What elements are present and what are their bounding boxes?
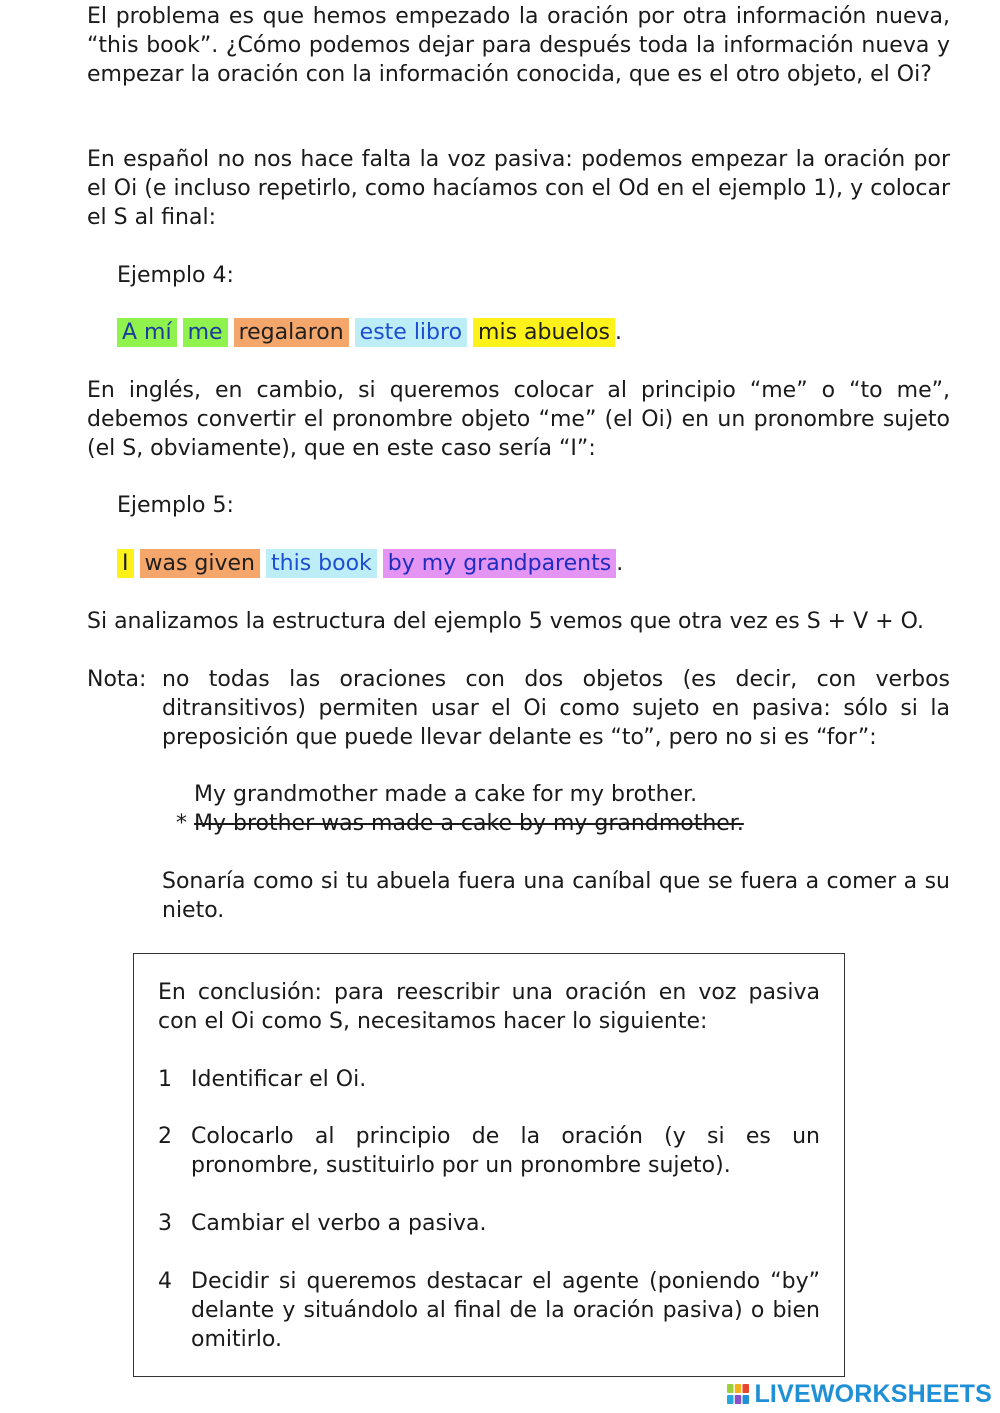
step-text: Colocarlo al principio de la oración (y si es un pronombre, sustituirlo por un pronombre sujeto). <box>191 1124 820 1178</box>
example-5-sentence <box>117 549 623 578</box>
example-correct: My grandmother made a cake for my brother. <box>194 782 698 807</box>
paragraph-3: En inglés, en cambio, si queremos colocar al principio “me” o “to me”, debemos convertir el pronombre objeto “me” (el Oi) en un pronombre sujeto (el S, obviamente), que en este caso sería “I”: <box>87 378 950 461</box>
chip-was-given: was given <box>140 549 261 578</box>
chip-mis-abuelos: mis abuelos <box>473 318 615 347</box>
chip-regalaron: regalaron <box>234 318 349 347</box>
brand-name: LIVEWORKSHEETS <box>754 1379 992 1408</box>
chip-este-libro: este libro <box>355 318 467 347</box>
chip-this-book: this book <box>266 549 377 578</box>
chip-i: I <box>117 549 134 578</box>
period: . <box>615 320 623 345</box>
step-number: 3 <box>158 1211 172 1236</box>
nota-comment: Sonaría como si tu abuela fuera una caníbal que se fuera a comer a su nieto. <box>162 869 950 923</box>
conclusion-box <box>133 953 845 1377</box>
step-number: 2 <box>158 1124 172 1149</box>
chip-a-mi: A mí <box>117 318 177 347</box>
step-text: Identificar el Oi. <box>191 1067 367 1092</box>
intro-paragraph-2: En español no nos hace falta la voz pasiva: podemos empezar la oración por el Oi (e incluso repetirlo, como hacíamos con el Od en el ejemplo 1), y colocar el S al final: <box>87 147 950 230</box>
nota-label: Nota: <box>87 667 147 692</box>
paragraph-4: Si analizamos la estructura del ejemplo 5 vemos que otra vez es S + V + O. <box>87 609 924 634</box>
example-4-label: Ejemplo 4: <box>117 263 234 288</box>
intro-paragraph-1: El problema es que hemos empezado la oración por otra información nueva, “this book”. ¿Cómo podemos dejar para después toda la información nueva y empezar la oración con la información conocida, que es el otro objeto, el Oi? <box>87 4 950 87</box>
step-number: 1 <box>158 1067 172 1092</box>
example-incorrect: My brother was made a cake by my grandmother. <box>194 811 744 836</box>
step-text: Decidir si queremos destacar el agente (poniendo “by” delante y situándolo al final de la oración pasiva) o bien omitirlo. <box>191 1269 820 1352</box>
example-5-label: Ejemplo 5: <box>117 493 234 518</box>
step-text: Cambiar el verbo a pasiva. <box>191 1211 487 1236</box>
liveworksheets-logo-icon <box>726 1383 750 1405</box>
chip-by-my-grandparents: by my grandparents <box>383 549 616 578</box>
period: . <box>616 551 624 576</box>
nota-text: no todas las oraciones con dos objetos (es decir, con verbos ditransitivos) permiten usar el Oi como sujeto en pasiva: sólo si la preposición que puede llevar delante es “to”, pero no si es “for”: <box>162 667 950 750</box>
liveworksheets-brand[interactable] <box>726 1379 992 1409</box>
conclusion-intro: En conclusión: para reescribir una oración en voz pasiva con el Oi como S, necesitamos hacer lo siguiente: <box>158 980 820 1034</box>
ungrammatical-mark: * <box>176 811 187 836</box>
example-4-sentence <box>117 318 622 347</box>
step-number: 4 <box>158 1269 172 1294</box>
chip-me: me <box>183 318 228 347</box>
